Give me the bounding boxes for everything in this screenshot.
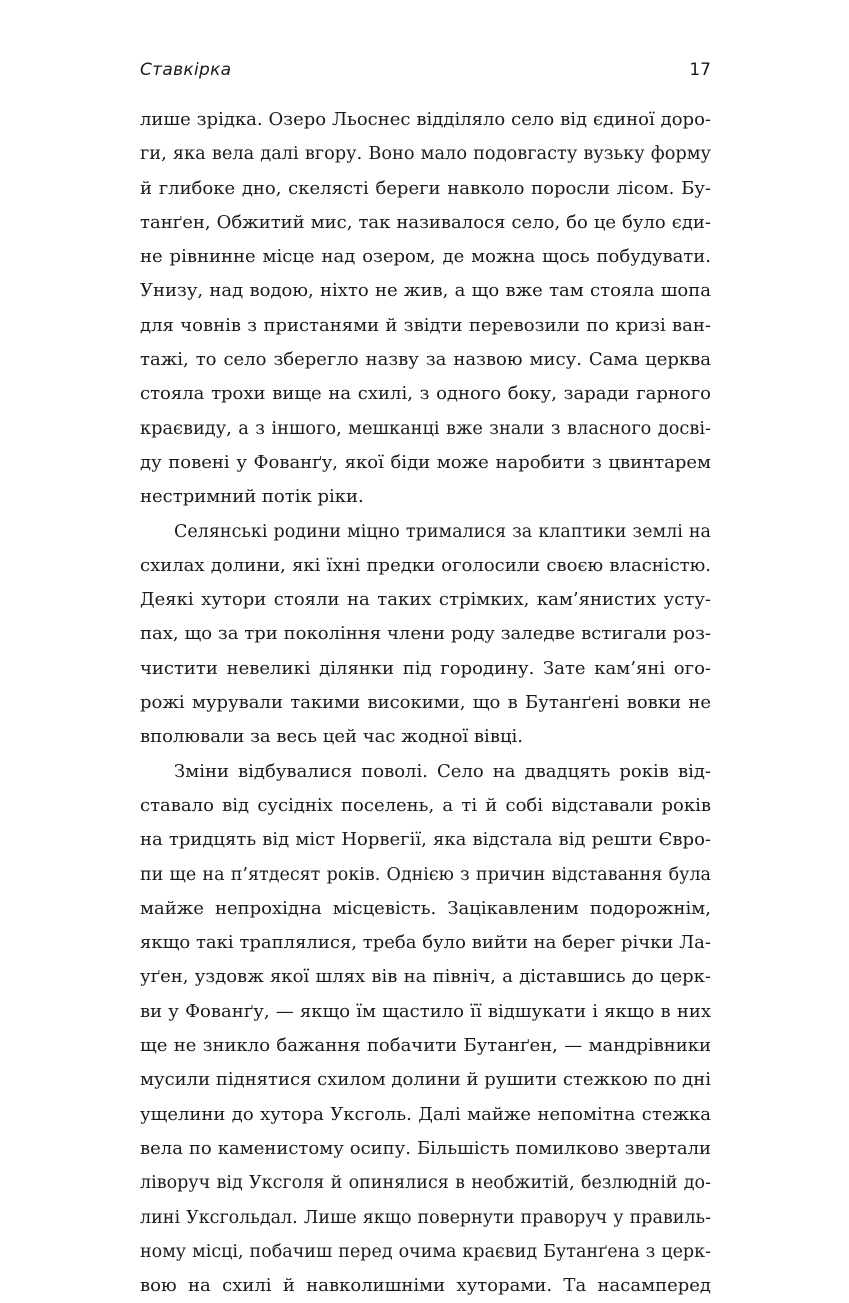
paragraph-start-line: Селянські родини міцно трималися за клаптики землі на [174, 521, 711, 542]
text-line: не рівнинне місце над озером, де можна щось побудувати. [140, 246, 711, 268]
paragraph-end-line: вполювали за весь цей час жодної вівці. [140, 726, 524, 748]
text-line: уґен, уздовж якої шлях вів на північ, а діставшись до церк- [140, 966, 711, 988]
text-line: ги, яка вела далі вгору. Воно мало подовгасту вузьку форму [140, 144, 711, 165]
paragraph-end-line: нестримний потік ріки. [140, 486, 364, 508]
text-line: Унизу, над водою, ніхто не жив, а що вже там стояла шопа [140, 280, 711, 302]
text-line: на тридцять від міст Норвегії, яка відстала від решти Євро- [140, 829, 711, 851]
text-line: схилах долини, які їхні предки оголосили своєю власністю. [140, 554, 711, 576]
text-line: танґен, Обжитий мис, так називалося село, бо це було єди- [140, 211, 711, 233]
text-line: ущелини до хутора Уксголь. Далі майже непомітна стежка [140, 1103, 711, 1125]
text-line: лині Уксгольдал. Лише якщо повернути праворуч у правиль- [140, 1207, 711, 1228]
text-line: краєвиду, а з іншого, мешканці вже знали з власного досві- [140, 418, 711, 439]
text-line: вою на схилі й навколишніми хуторами. Та насамперед [140, 1275, 711, 1297]
text-line: ще не зникло бажання побачити Бутанґен, — мандрівники [140, 1035, 711, 1057]
text-line: Деякі хутори стояли на таких стрімких, кам’янистих усту- [140, 589, 711, 611]
text-line: пах, що за три покоління члени роду заледве встигали роз- [140, 623, 711, 645]
body-text [140, 103, 711, 1303]
text-line: ви у Фованґу, — якщо їм щастило її відшукати і якщо в них [140, 1000, 711, 1022]
text-line: й глибоке дно, скелясті береги навколо поросли лісом. Бу- [140, 177, 711, 199]
text-line: чистити невеликі ділянки під городину. Зате кам’яні ого- [140, 657, 711, 679]
text-line: вела по каменистому осипу. Більшість помилково звертали [140, 1137, 711, 1159]
text-line: лише зрідка. Озеро Льоснес відділяло село від єдиної доро- [140, 109, 711, 130]
text-line: мусили піднятися схилом долини й рушити стежкою по дні [140, 1069, 711, 1091]
running-header [140, 60, 711, 86]
text-line: рожі мурували такими високими, що в Бутанґені вовки не [140, 692, 711, 714]
paragraph-start-line: Зміни відбувалися поволі. Село на двадцять років від- [174, 760, 711, 782]
text-line: майже непрохідна місцевість. Зацікавленим подорожнім, [140, 897, 711, 919]
text-line: для човнів з пристанями й звідти перевозили по кризі ван- [140, 314, 711, 336]
text-line: ному місці, побачиш перед очима краєвид Бутанґена з церк- [140, 1241, 711, 1262]
text-line: якщо такі траплялися, треба було вийти на берег річки Ла- [140, 932, 711, 954]
text-line: пи ще на п’ятдесят років. Однією з причин відставання була [140, 864, 711, 885]
text-line: стояла трохи вище на схилі, з одного боку, заради гарного [140, 383, 711, 405]
text-line: ліворуч від Уксголя й опинялися в необжитій, безлюдній до- [140, 1173, 711, 1194]
text-line: ставало від сусідніх поселень, а ті й собі відставали років [140, 794, 711, 816]
text-line: ду повені у Фованґу, якої біди може наробити з цвинтарем [140, 451, 711, 473]
running-title: Ставкірка [140, 60, 232, 80]
text-line: тажі, то село зберегло назву за назвою мису. Сама церква [140, 349, 711, 371]
page-number: 17 [689, 60, 711, 80]
